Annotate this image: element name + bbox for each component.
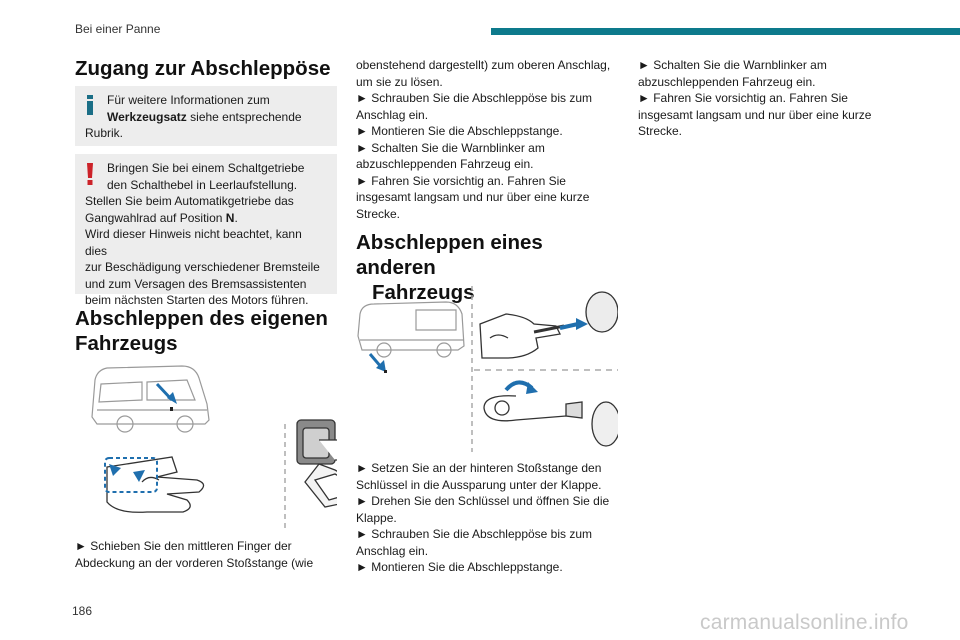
text-line: ► Schalten Sie die Warnblinker am bbox=[638, 58, 827, 72]
text-line: Anschlag ein. bbox=[356, 107, 429, 122]
warning-text-7: und zum Versagen des Bremsassistenten bbox=[85, 276, 307, 291]
text-block-col2-bottom bbox=[356, 460, 618, 576]
text-line: Schlüssel in die Aussparung unter der Klappe. bbox=[356, 477, 602, 492]
warning-text-4c: . bbox=[234, 210, 238, 225]
warning-note bbox=[75, 154, 337, 307]
warning-text-5: Wird dieser Hinweis nicht beachtet, kann dies bbox=[85, 227, 302, 258]
info-text-2: siehe entsprechende bbox=[186, 109, 302, 124]
text-line: ► Fahren Sie vorsichtig an. Fahren Sie bbox=[356, 173, 566, 188]
text-line: ► Schalten Sie die Warnblinker am bbox=[356, 140, 545, 155]
text-line: Strecke. bbox=[638, 124, 683, 138]
warning-text-8: beim nächsten Starten des Motors führen. bbox=[85, 293, 309, 307]
text-block-col1-bottom bbox=[75, 538, 337, 571]
text-block-col3 bbox=[638, 57, 900, 140]
warning-text-4a: Gangwahlrad auf Position bbox=[85, 210, 226, 225]
info-text-bold: Werkzeugsatz bbox=[107, 109, 187, 124]
text-line: ► Setzen Sie an der hinteren Stoßstange den bbox=[356, 461, 602, 475]
heading-line-1: Abschleppen eines anderen bbox=[356, 231, 543, 279]
text-line: abzuschleppenden Fahrzeug ein. bbox=[356, 157, 534, 171]
section-title-own-vehicle bbox=[75, 306, 345, 356]
text-line: ► Schieben Sie den mittleren Finger der bbox=[75, 539, 292, 553]
section-title-access: Zugang zur Abschleppöse bbox=[75, 57, 331, 80]
page-number: 186 bbox=[72, 604, 93, 618]
heading-line-1: Abschleppen des eigenen bbox=[75, 307, 328, 330]
watermark: carmanualsonline.info bbox=[700, 611, 909, 634]
heading-line-2: Fahrzeugs bbox=[75, 332, 178, 355]
warning-text-6: zur Beschädigung verschiedener Bremsteile bbox=[85, 260, 320, 274]
text-line: ► Schrauben Sie die Abschleppöse bis zum bbox=[356, 91, 593, 105]
text-line: Anschlag ein. bbox=[356, 543, 429, 558]
text-line: abzuschleppenden Fahrzeug ein. bbox=[638, 74, 816, 89]
info-icon bbox=[86, 95, 94, 115]
text-line: insgesamt langsam und nur über eine kurze bbox=[638, 107, 872, 122]
text-line: ► Fahren Sie vorsichtig an. Fahren Sie bbox=[638, 91, 848, 105]
warning-icon bbox=[86, 163, 94, 185]
text-line: insgesamt langsam und nur über eine kurze bbox=[356, 190, 590, 204]
info-text-1: Für weitere Informationen zum bbox=[107, 93, 270, 107]
warning-text-4b: N bbox=[225, 210, 235, 225]
text-line: ► Montieren Sie die Abschleppstange. bbox=[356, 560, 563, 574]
text-line: Strecke. bbox=[356, 206, 401, 221]
heading-line-2: Fahrzeugs bbox=[372, 281, 475, 304]
text-line: obenstehend dargestellt) zum oberen Anschlag, bbox=[356, 58, 611, 72]
front-towing-illustration bbox=[87, 362, 337, 530]
text-line: um sie zu lösen. bbox=[356, 74, 443, 89]
header-accent-bar bbox=[491, 28, 960, 35]
text-line: ► Schrauben Sie die Abschleppöse bis zum bbox=[356, 527, 593, 541]
info-text-3: Rubrik. bbox=[85, 126, 124, 140]
text-line: Abdeckung an der vorderen Stoßstange (wie bbox=[75, 555, 314, 570]
text-line: ► Drehen Sie den Schlüssel und öffnen Sie die bbox=[356, 494, 610, 508]
warning-text-2: den Schalthebel in Leerlaufstellung. bbox=[107, 177, 298, 192]
info-note bbox=[75, 86, 337, 146]
warning-text-3: Stellen Sie beim Automatikgetriebe das bbox=[85, 194, 294, 208]
rear-towing-illustration bbox=[356, 284, 618, 454]
warning-text-1: Bringen Sie bei einem Schaltgetriebe bbox=[107, 161, 305, 175]
text-line: Klappe. bbox=[356, 510, 397, 525]
section-header: Bei einer Panne bbox=[75, 22, 161, 36]
text-line: ► Montieren Sie die Abschleppstange. bbox=[356, 124, 563, 138]
text-block-col2-top bbox=[356, 57, 618, 222]
